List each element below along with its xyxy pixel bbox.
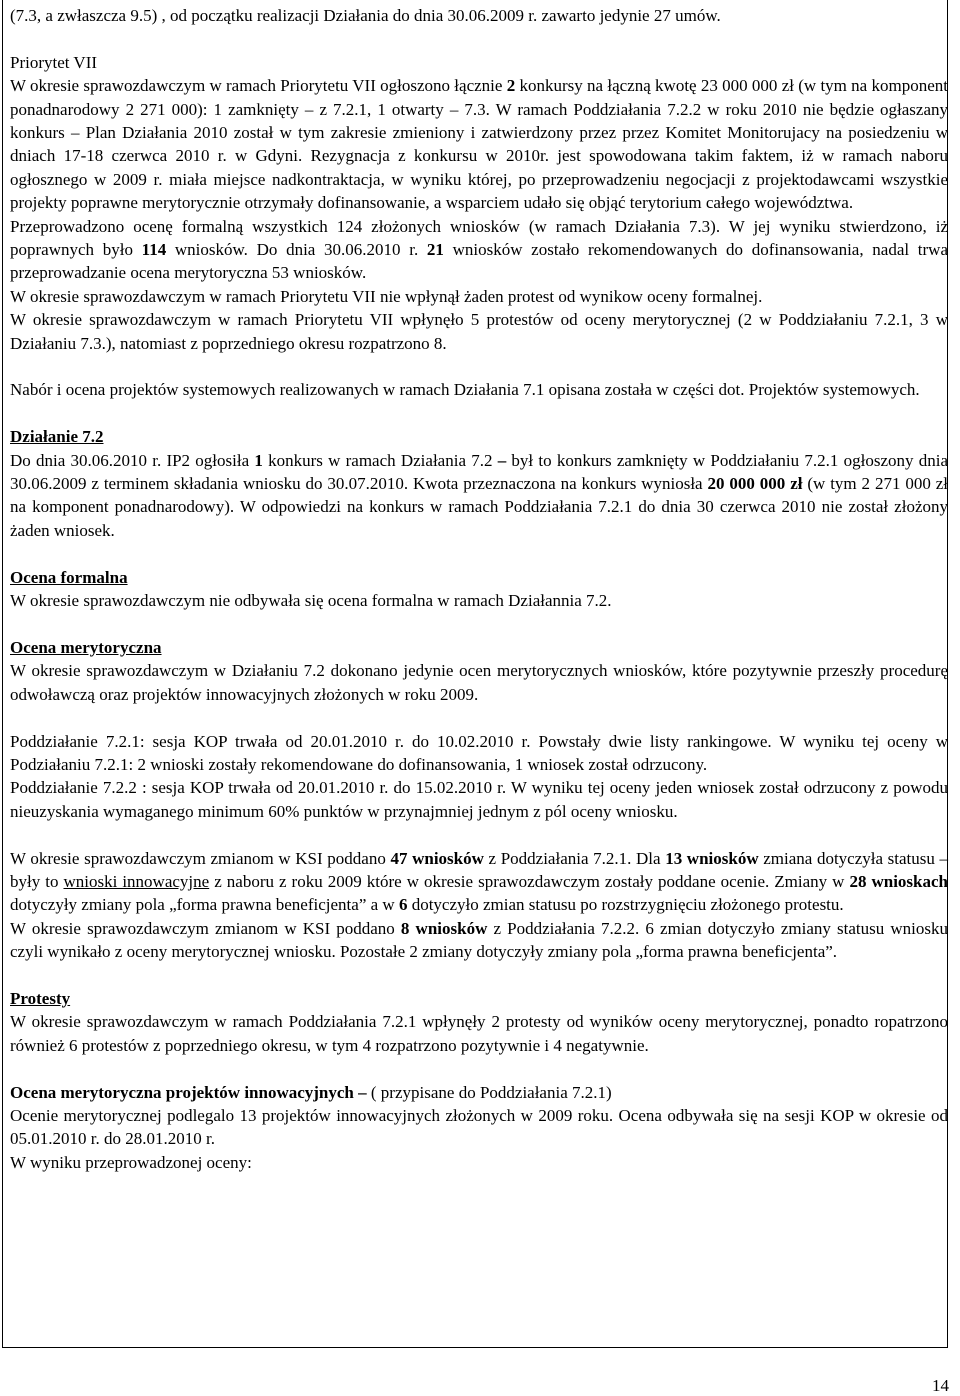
paragraph bbox=[10, 730, 948, 777]
paragraph bbox=[10, 1151, 948, 1174]
paragraph-spacer bbox=[10, 355, 948, 378]
paragraph-spacer bbox=[10, 402, 948, 425]
paragraph bbox=[10, 847, 948, 917]
text-run: (7.3, a zwłaszcza 9.5) , od początku realizacji Działania do dnia 30.06.2009 r. zawarto jedynie 27 umów. bbox=[10, 6, 721, 25]
text-run: z Poddziałania 7.2.1. Dla bbox=[483, 848, 666, 868]
text-run: Nabór i ocena projektów systemowych realizowanych w ramach Działania 7.1 opisana została w części dot. Projektów systemowych. bbox=[10, 380, 920, 400]
paragraph-spacer bbox=[10, 542, 948, 565]
text-run: W okresie sprawozdawczym nie odbywała się ocena formalna w ramach Działannia 7.2. bbox=[10, 591, 612, 611]
text-run: był to konkurs zamknięty w Poddziałaniu 7.2.1 ogłoszony dnia 30.06.2009 z terminem składania wniosku do 30.07.2010. Kwota przeznaczona na konkurs wyniosła bbox=[10, 450, 949, 494]
emphasis-text: 21 bbox=[426, 240, 444, 260]
paragraph bbox=[10, 285, 948, 308]
emphasis-text: 8 wniosków bbox=[400, 918, 488, 938]
text-run: Poddziałanie 7.2.2 : sesja KOP trwała od 20.01.2010 r. do 15.02.2010 r. W wyniku tej oceny jeden wniosek został odrzucony z powodu nieuzyskania wymaganego minimum 60% punktów w przynajmniej jednym z pól oceny wniosku. bbox=[10, 778, 948, 821]
text-run: wniosków zostało rekomendowanych do dofinansowania, nadal trwa przeprowadzanie ocena merytoryczna 53 wniosków. bbox=[10, 240, 948, 283]
text-run: ( przypisane do Poddziałania 7.2.1) bbox=[370, 1082, 612, 1102]
text-run: konkursy na łączną kwotę 23 000 000 zł (w tym na komponent ponadnarodowy 2 271 000): 1 zamknięty – z 7.2.1, 1 otwarty – 7.3. W ramach Poddziałania 7.2.2 w roku 2010 nie będzie ogłaszany konkurs – Plan Działania 2010 został w tym zakresie zmieniony i zatwierdzony przez przez Komitet Monitorujacy na posiedzeniu w dniach 17-18 czerwca 2010 r. w Gdyni. Rezygnacja z konkursu w 2010r. jest spowodowana takim faktem, iż w ramach naboru ogłosznego w 2009 r. miała miejsce nadkontraktacja, w wyniku której, po przeprowadzeniu negocjacji z projektodawcami wszystkie projekty poprawne merytorycznie otrzymały dofinansowanie, a wsparciem udało się objąć terytorium całego województwa. bbox=[10, 76, 948, 213]
paragraph bbox=[10, 74, 948, 214]
text-run: konkurs w ramach Działania 7.2 bbox=[262, 450, 498, 470]
emphasis-text: 47 wniosków bbox=[390, 848, 484, 868]
paragraph-spacer bbox=[10, 613, 948, 636]
section-heading: Protesty bbox=[10, 988, 71, 1008]
section-heading: Ocena formalna bbox=[10, 567, 128, 587]
paragraph bbox=[10, 636, 948, 659]
paragraph bbox=[10, 308, 948, 355]
paragraph-spacer bbox=[10, 1057, 948, 1080]
paragraph bbox=[10, 659, 948, 706]
text-run: Poddziałanie 7.2.1: sesja KOP trwała od 20.01.2010 r. do 10.02.2010 r. Powstały dwie listy rankingowe. W wyniku tej oceny w Podziałaniu 7.2.1: 2 wnioski zostały rekomendowane do dofinansowania, 1 wniosek został odrzucony. bbox=[10, 731, 948, 774]
section-heading: Działanie 7.2 bbox=[10, 427, 104, 447]
emphasis-text: Ocena merytoryczna projektów innowacyjnych – bbox=[10, 1082, 371, 1102]
emphasis-text: 28 wnioskach bbox=[849, 871, 949, 891]
paragraph-spacer bbox=[10, 706, 948, 729]
paragraph bbox=[10, 378, 948, 401]
paragraph bbox=[10, 1104, 948, 1151]
text-run: wniosków. Do dnia 30.06.2010 r. bbox=[166, 240, 427, 260]
emphasis-text: 20 000 000 zł bbox=[707, 474, 803, 494]
text-run: z Poddziałania 7.2.2. 6 zmian dotyczyło zmiany statusu wniosku czyli wynikało z oceny merytorycznej wniosku. Pozostałe 2 zmiany dotyczyły zmiany pola „forma prawna beneficjenta”. bbox=[10, 918, 948, 962]
paragraph bbox=[10, 589, 948, 612]
text-run: (w tym 2 271 000 zł na komponent ponadnarodowy). W odpowiedzi na konkurs w ramach Poddziałania 7.2.1 do dnia 30 czerwca 2010 nie został złożony żaden wniosek. bbox=[10, 474, 949, 540]
priority-heading: Priorytet VII bbox=[10, 52, 98, 72]
page-number: 14 bbox=[932, 1376, 949, 1395]
text-run: W okresie sprawozdawczym w ramach Priorytetu VII nie wpłynął żaden protest od wynikow oceny formalnej. bbox=[10, 286, 763, 306]
emphasis-text: 2 bbox=[506, 76, 516, 96]
paragraph-spacer bbox=[10, 27, 948, 50]
text-run: W okresie sprawozdawczym w ramach Priorytetu VII ogłoszono łącznie bbox=[10, 76, 507, 96]
paragraph bbox=[10, 425, 948, 448]
paragraph bbox=[10, 917, 948, 964]
paragraph bbox=[10, 987, 948, 1010]
text-run: Przeprowadzono ocenę formalną wszystkich 124 złożonych wniosków (w ramach Działania 7.3). W jej wyniku stwierdzono, iż poprawnych było bbox=[10, 216, 948, 260]
paragraph bbox=[10, 215, 948, 285]
paragraph bbox=[10, 51, 948, 74]
paragraph bbox=[10, 776, 948, 823]
emphasis-text: 1 bbox=[254, 450, 263, 470]
emphasis-text: 6 bbox=[398, 895, 408, 915]
text-run: zmiana dotyczyła statusu – były to bbox=[10, 848, 949, 891]
text-run: W okresie sprawozdawczym w Działaniu 7.2 dokonano jedynie ocen merytorycznych wniosków, które pozytywnie przeszły procedurę odwoławczą oraz projektów innowacyjnych złożonych w roku 2009. bbox=[10, 661, 948, 704]
document-body bbox=[10, 4, 948, 1174]
paragraph-spacer bbox=[10, 823, 948, 846]
text-run: dotyczyły zmiany pola „forma prawna beneficjenta” a w bbox=[10, 895, 399, 915]
emphasis-text: 114 bbox=[141, 240, 167, 260]
emphasis-text: – bbox=[497, 450, 507, 470]
text-run: z naboru z roku 2009 które w okresie sprawozdawczym zostały poddane ocenie. Zmiany w bbox=[209, 871, 850, 891]
text-run: dotyczyło zmian statusu po rozstrzygnięciu złożonego protestu. bbox=[407, 895, 844, 915]
paragraph bbox=[10, 1081, 948, 1104]
text-run: W okresie sprawozdawczym zmianom w KSI poddano bbox=[10, 918, 401, 938]
text-run: W wyniku przeprowadzonej oceny: bbox=[10, 1152, 252, 1172]
text-run: W okresie sprawozdawczym zmianom w KSI poddano bbox=[10, 848, 391, 868]
text-run: Do dnia 30.06.2010 r. IP2 ogłosiła bbox=[10, 450, 255, 470]
text-run: W okresie sprawozdawczym w ramach Priorytetu VII wpłynęło 5 protestów od oceny merytorycznej (2 w Poddziałaniu 7.2.1, 3 w Działaniu 7.3.), natomiast z poprzedniego okresu rozpatrzono 8. bbox=[10, 310, 948, 353]
paragraph bbox=[10, 4, 948, 27]
paragraph bbox=[10, 566, 948, 589]
text-run: Ocenie merytorycznej podlegalo 13 projektów innowacyjnych złożonych w 2009 roku. Ocena odbywała się na sesji KOP w okresie od 05.01.2010 r. do 28.01.2010 r. bbox=[10, 1105, 948, 1149]
paragraph bbox=[10, 449, 948, 543]
section-heading: Ocena merytoryczna bbox=[10, 637, 162, 657]
paragraph-spacer bbox=[10, 964, 948, 987]
emphasis-text: 13 wniosków bbox=[665, 848, 759, 868]
paragraph bbox=[10, 1010, 948, 1057]
text-run: W okresie sprawozdawczym w ramach Poddziałania 7.2.1 wpłynęły 2 protesty od wyników oceny merytorycznej, ponadto ropatrzono również 6 protestów z poprzedniego okresu, w tym 4 rozpatrzono pozytywnie i 4 negatywnie. bbox=[10, 1012, 948, 1055]
underlined-text: wnioski innowacyjne bbox=[63, 871, 210, 891]
